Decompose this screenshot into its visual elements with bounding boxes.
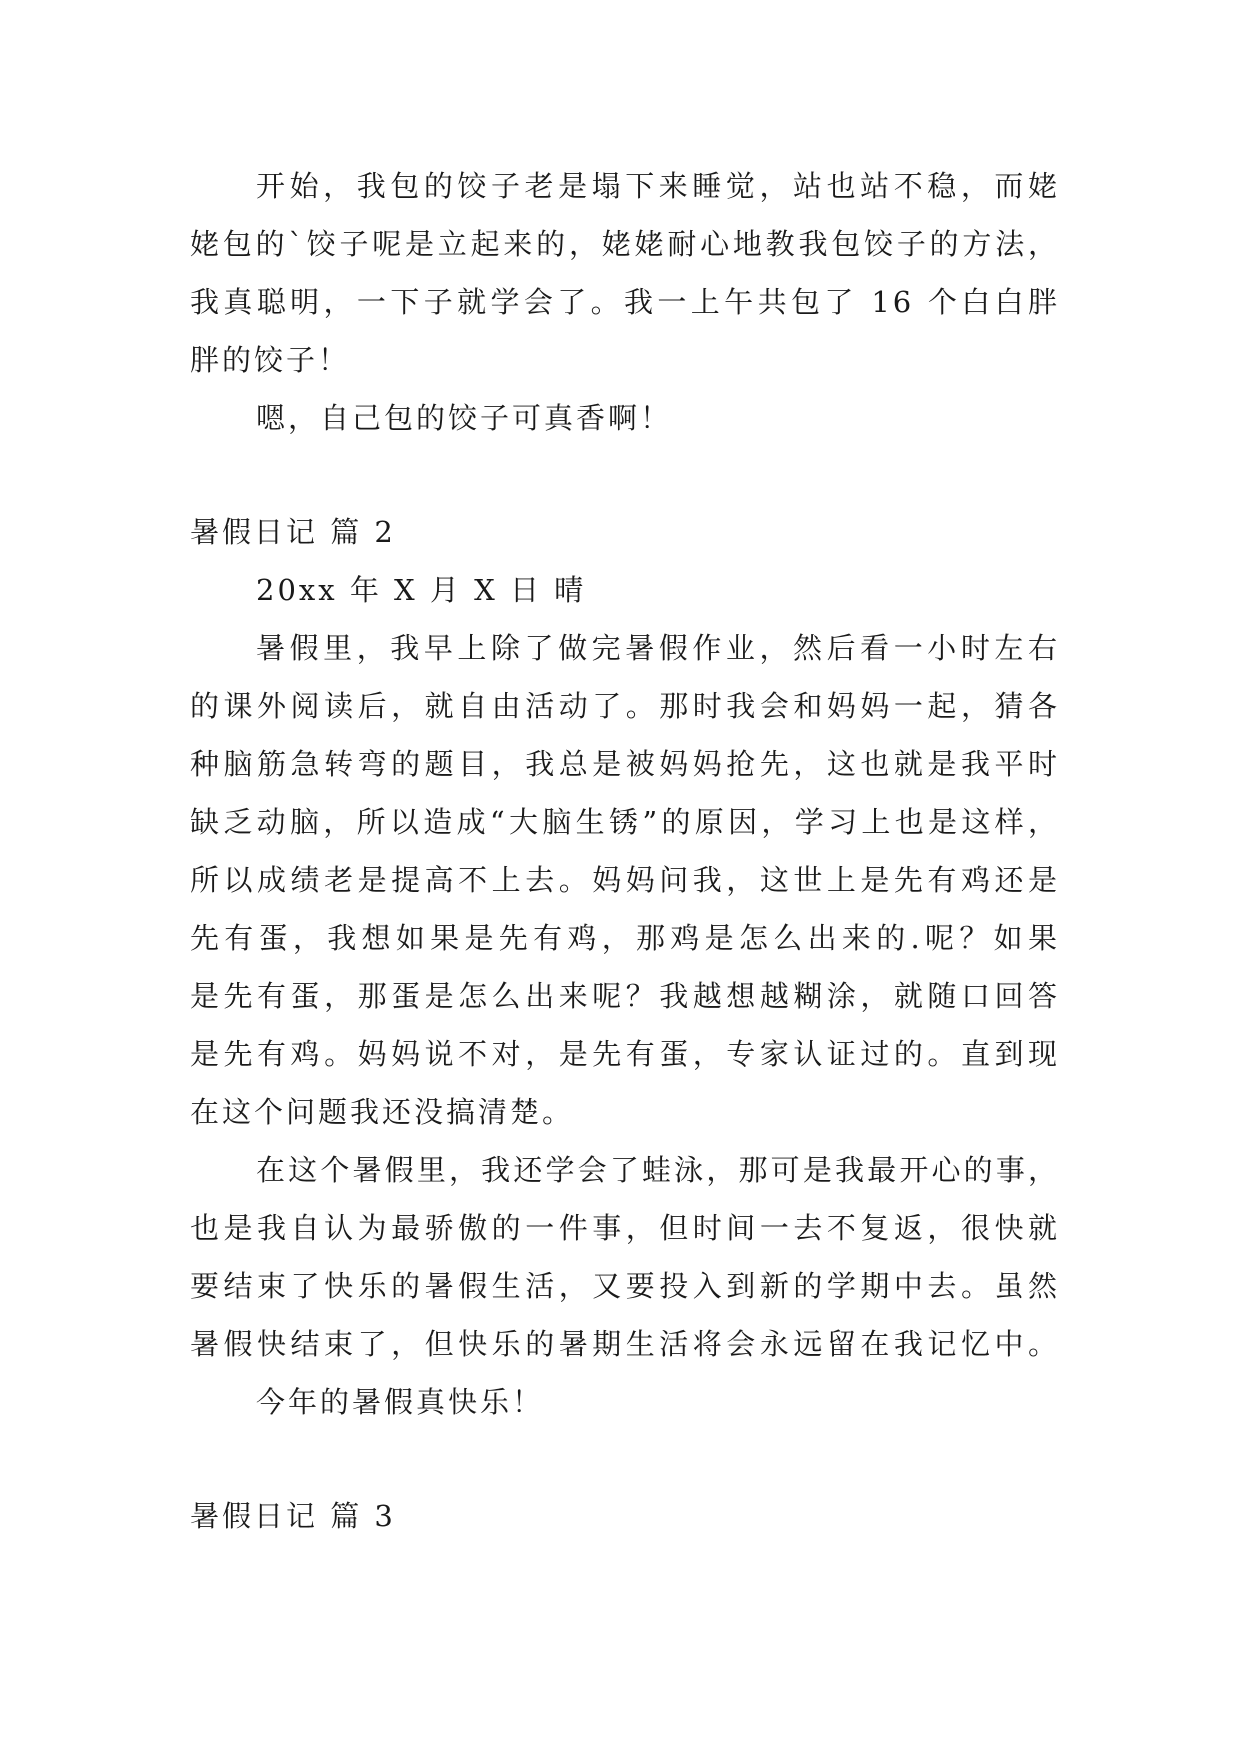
paragraph-line: 所以成绩老是提高不上去。妈妈问我，这世上是先有鸡还是 <box>190 863 1060 897</box>
paragraph-line: 暑假快结束了，但快乐的暑期生活将会永远留在我记忆中。 <box>190 1327 1060 1361</box>
paragraph-line: 的课外阅读后，就自由活动了。那时我会和妈妈一起，猜各 <box>190 689 1060 723</box>
paragraph-line: 今年的暑假真快乐！ <box>256 1385 545 1419</box>
paragraph-line: 种脑筋急转弯的题目，我总是被妈妈抢先，这也就是我平时 <box>190 747 1060 781</box>
paragraph-line: 是先有鸡。妈妈说不对，是先有蛋，专家认证过的。直到现 <box>190 1037 1060 1071</box>
paragraph-line: 缺乏动脑，所以造成“大脑生锈”的原因，学习上也是这样， <box>190 805 1060 839</box>
paragraph-line: 开始，我包的饺子老是塌下来睡觉，站也站不稳，而姥 <box>256 169 1060 203</box>
paragraph-line: 在这个问题我还没搞清楚。 <box>190 1095 575 1129</box>
paragraph-line: 姥包的`饺子呢是立起来的，姥姥耐心地教我包饺子的方法， <box>190 227 1060 261</box>
paragraph-line: 先有蛋，我想如果是先有鸡，那鸡是怎么出来的.呢？如果 <box>190 921 1060 955</box>
paragraph-line: 要结束了快乐的暑假生活，又要投入到新的学期中去。虽然 <box>190 1269 1060 1303</box>
paragraph-line: 我真聪明，一下子就学会了。我一上午共包了 16 个白白胖 <box>190 285 1060 319</box>
paragraph-line: 嗯，自己包的饺子可真香啊！ <box>256 401 673 435</box>
paragraph-line: 暑假里，我早上除了做完暑假作业，然后看一小时左右 <box>256 631 1060 665</box>
paragraph-line: 在这个暑假里，我还学会了蛙泳，那可是我最开心的事， <box>256 1153 1060 1187</box>
paragraph-line: 胖的饺子！ <box>190 343 351 377</box>
paragraph-line: 是先有蛋，那蛋是怎么出来呢？我越想越糊涂，就随口回答 <box>190 979 1060 1013</box>
paragraph-line: 也是我自认为最骄傲的一件事，但时间一去不复返，很快就 <box>190 1211 1060 1245</box>
section-heading: 暑假日记 篇 2 <box>190 515 396 549</box>
section-heading: 暑假日记 篇 3 <box>190 1499 396 1533</box>
diary-date: 20xx 年 X 月 X 日 晴 <box>256 573 587 607</box>
